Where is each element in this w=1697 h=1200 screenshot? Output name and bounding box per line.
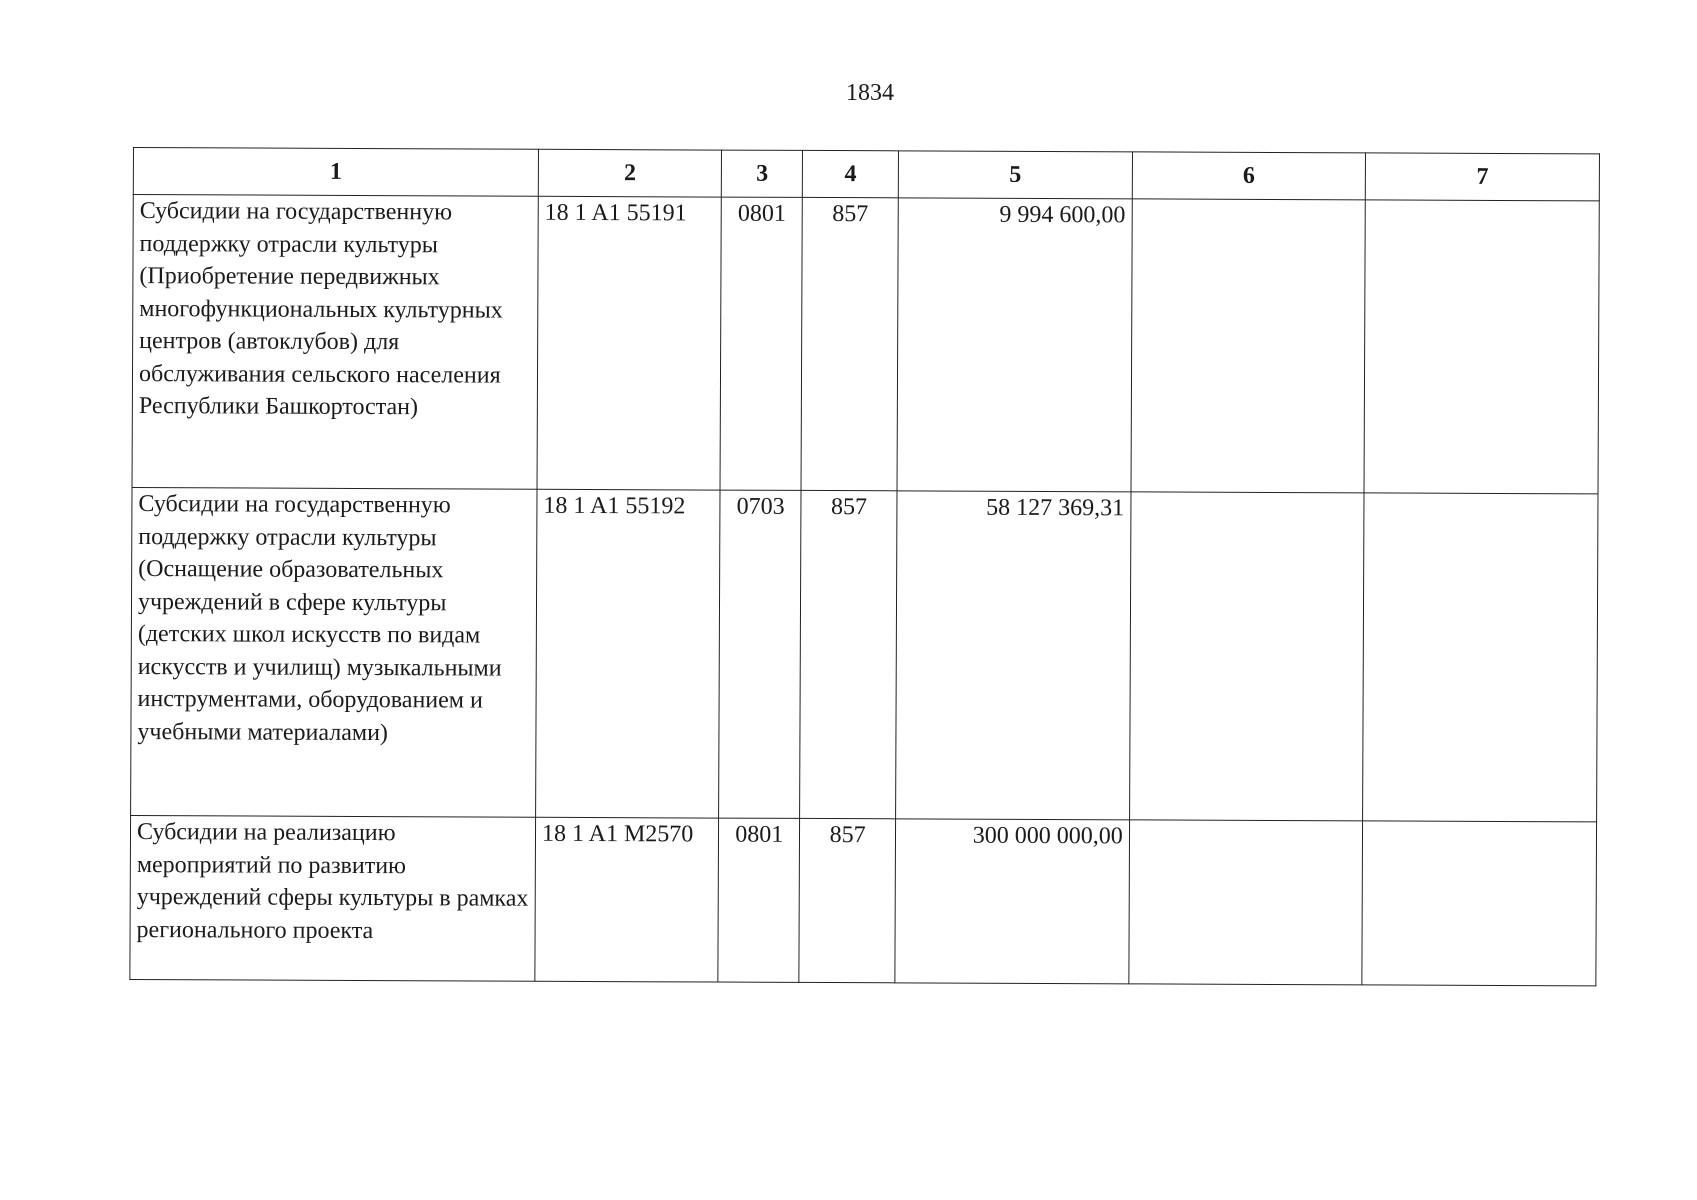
row-amount-cell: 300 000 000,00 (895, 819, 1129, 984)
column-header: 4 (802, 150, 898, 197)
column-header: 1 (133, 148, 538, 197)
page-number: 1834 (846, 80, 894, 106)
row-section-cell: 0703 (719, 490, 801, 818)
row-col6-cell (1129, 820, 1363, 985)
row-code-cell: 18 1 A1 55192 (536, 489, 721, 818)
row-col7-cell (1364, 200, 1599, 494)
budget-table (129, 147, 1600, 986)
table-row (132, 195, 1599, 494)
column-header: 6 (1132, 152, 1366, 200)
row-col7-cell (1363, 493, 1598, 822)
table-header-row (133, 148, 1599, 201)
row-col7-cell (1362, 821, 1596, 986)
row-col6-cell (1129, 492, 1364, 821)
table-row (131, 487, 1598, 821)
row-amount-cell: 58 127 369,31 (896, 491, 1131, 820)
row-code-cell: 18 1 A1 M2570 (535, 817, 719, 982)
row-col6-cell (1131, 199, 1366, 493)
column-header: 3 (722, 150, 803, 197)
column-header: 7 (1366, 153, 1600, 201)
row-type-cell: 857 (799, 818, 896, 982)
row-type-cell: 857 (801, 197, 898, 490)
row-code-cell: 18 1 A1 55191 (537, 196, 722, 490)
row-type-cell: 857 (800, 490, 897, 818)
row-name-cell: Субсидии на государственную поддержку отрасли культуры (Оснащение образовательных учреждений в сфере культуры (детских школ искусств по видам искусств и училищ) музыкальными инструментами, оборудованием и учебными материалами) (131, 487, 537, 817)
row-section-cell: 0801 (720, 197, 802, 490)
row-amount-cell: 9 994 600,00 (897, 198, 1132, 492)
row-name-cell: Субсидии на реализацию мероприятий по развитию учреждений сферы культуры в рамках регионального проекта (130, 815, 536, 981)
row-section-cell: 0801 (718, 818, 799, 982)
row-name-cell: Субсидии на государственную поддержку отрасли культуры (Приобретение передвижных многофункциональных культурных центров (автоклубов) для обслуживания сельского населения Республики Башкортостан) (132, 195, 538, 490)
table-row (130, 815, 1597, 985)
column-header: 2 (538, 149, 722, 197)
column-header: 5 (898, 151, 1132, 199)
